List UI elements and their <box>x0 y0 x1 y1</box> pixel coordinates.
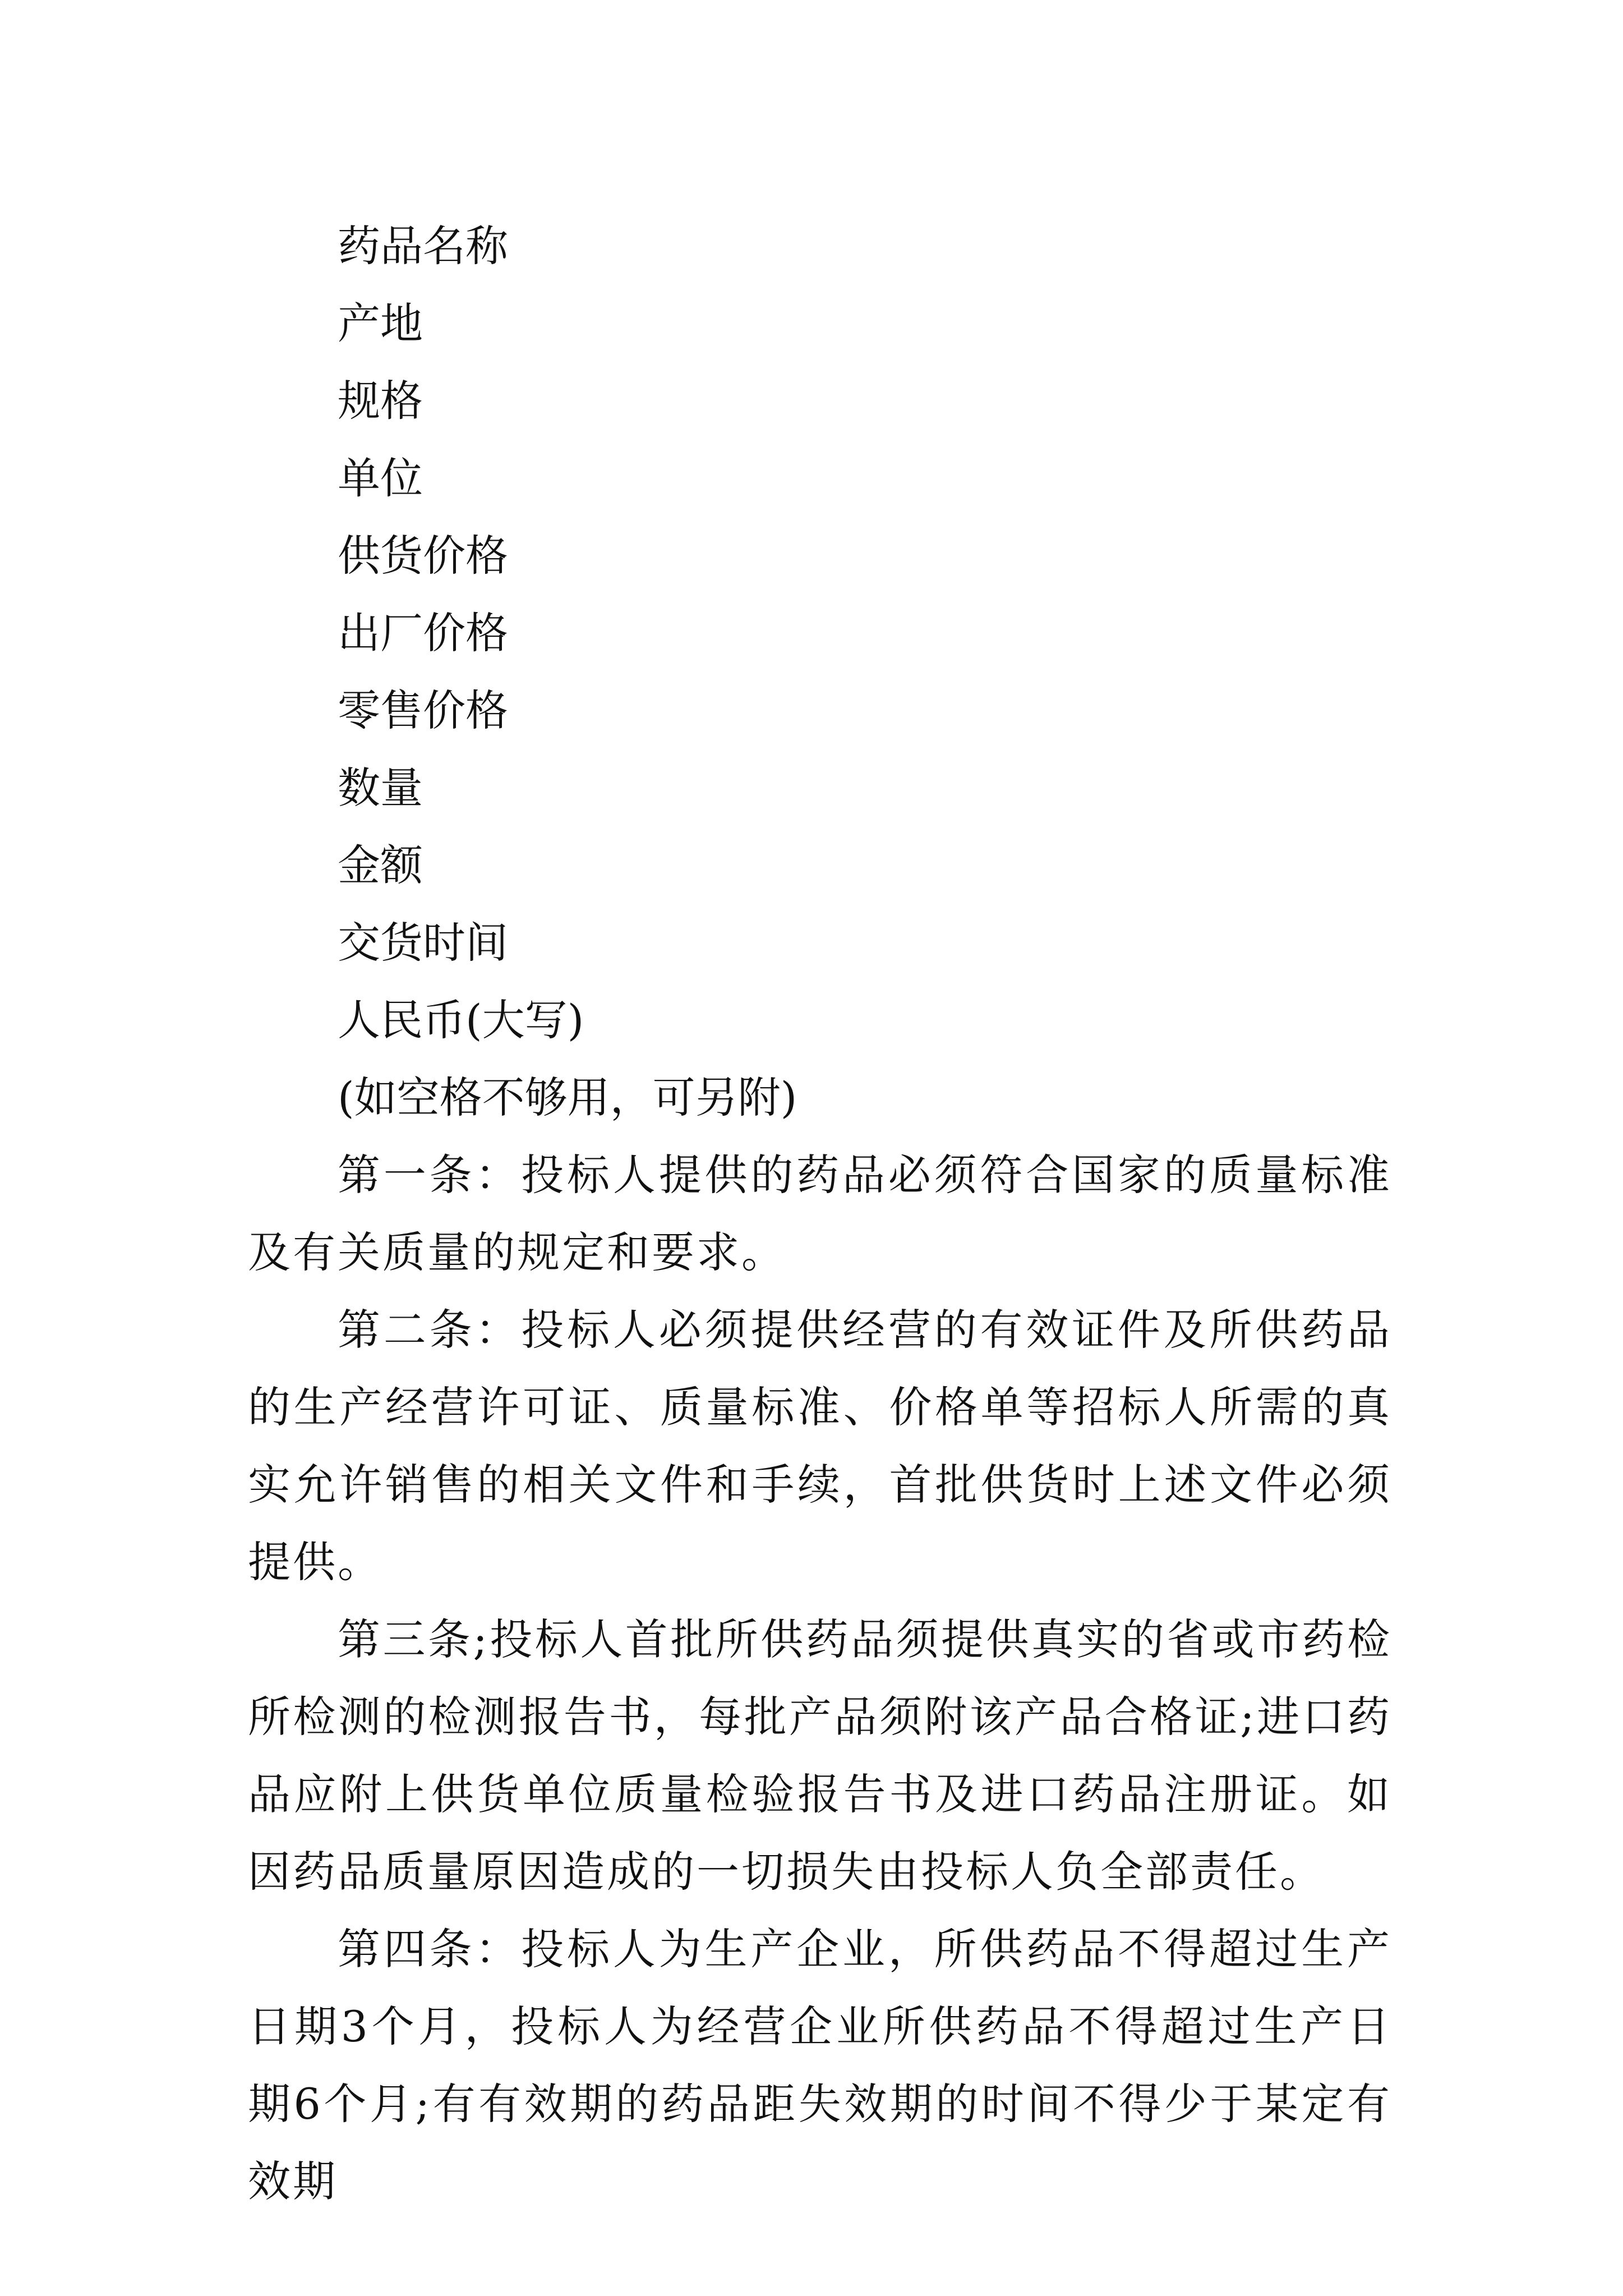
paragraph-article-1: 第一条：投标人提供的药品必须符合国家的质量标准及有关质量的规定和要求。 <box>248 1150 1392 1277</box>
list-item-supply-price: 供货价格 <box>338 531 508 581</box>
paragraph-article-4: 第四条：投标人为生产企业，所供药品不得超过生产日期3个月，投标人为经营企业所供药品不得超过生产日期6个月;有有效期的药品距失效期的时间不得少于某定有效期 <box>248 1924 1392 2206</box>
list-item-rmb-uppercase: 人民币(大写) <box>338 995 584 1045</box>
paragraph-article-2: 第二条：投标人必须提供经营的有效证件及所供药品的生产经营许可证、质量标准、价格单等招标人所需的真实允许销售的相关文件和手续，首批供货时上述文件必须提供。 <box>248 1305 1392 1587</box>
list-item-origin: 产地 <box>338 298 423 348</box>
document-body <box>248 208 1392 2220</box>
list-item-amount: 金额 <box>338 840 423 890</box>
list-item-retail-price: 零售价格 <box>338 685 508 735</box>
list-item-quantity: 数量 <box>338 763 423 813</box>
paragraph-article-3: 第三条;投标人首批所供药品须提供真实的省或市药检所检测的检测报告书，每批产品须附该产品合格证;进口药品应附上供货单位质量检验报告书及进口药品注册证。如因药品质量原因造成的一切损失由投标人负全部责任。 <box>248 1614 1392 1897</box>
list-item-note: (如空格不够用，可另附) <box>338 1073 797 1122</box>
list-item-factory-price: 出厂价格 <box>338 608 508 658</box>
list-item-delivery-time: 交货时间 <box>338 918 508 968</box>
list-item-specification: 规格 <box>338 376 423 426</box>
list-item-drug-name: 药品名称 <box>338 221 508 271</box>
list-item-unit: 单位 <box>338 453 423 503</box>
